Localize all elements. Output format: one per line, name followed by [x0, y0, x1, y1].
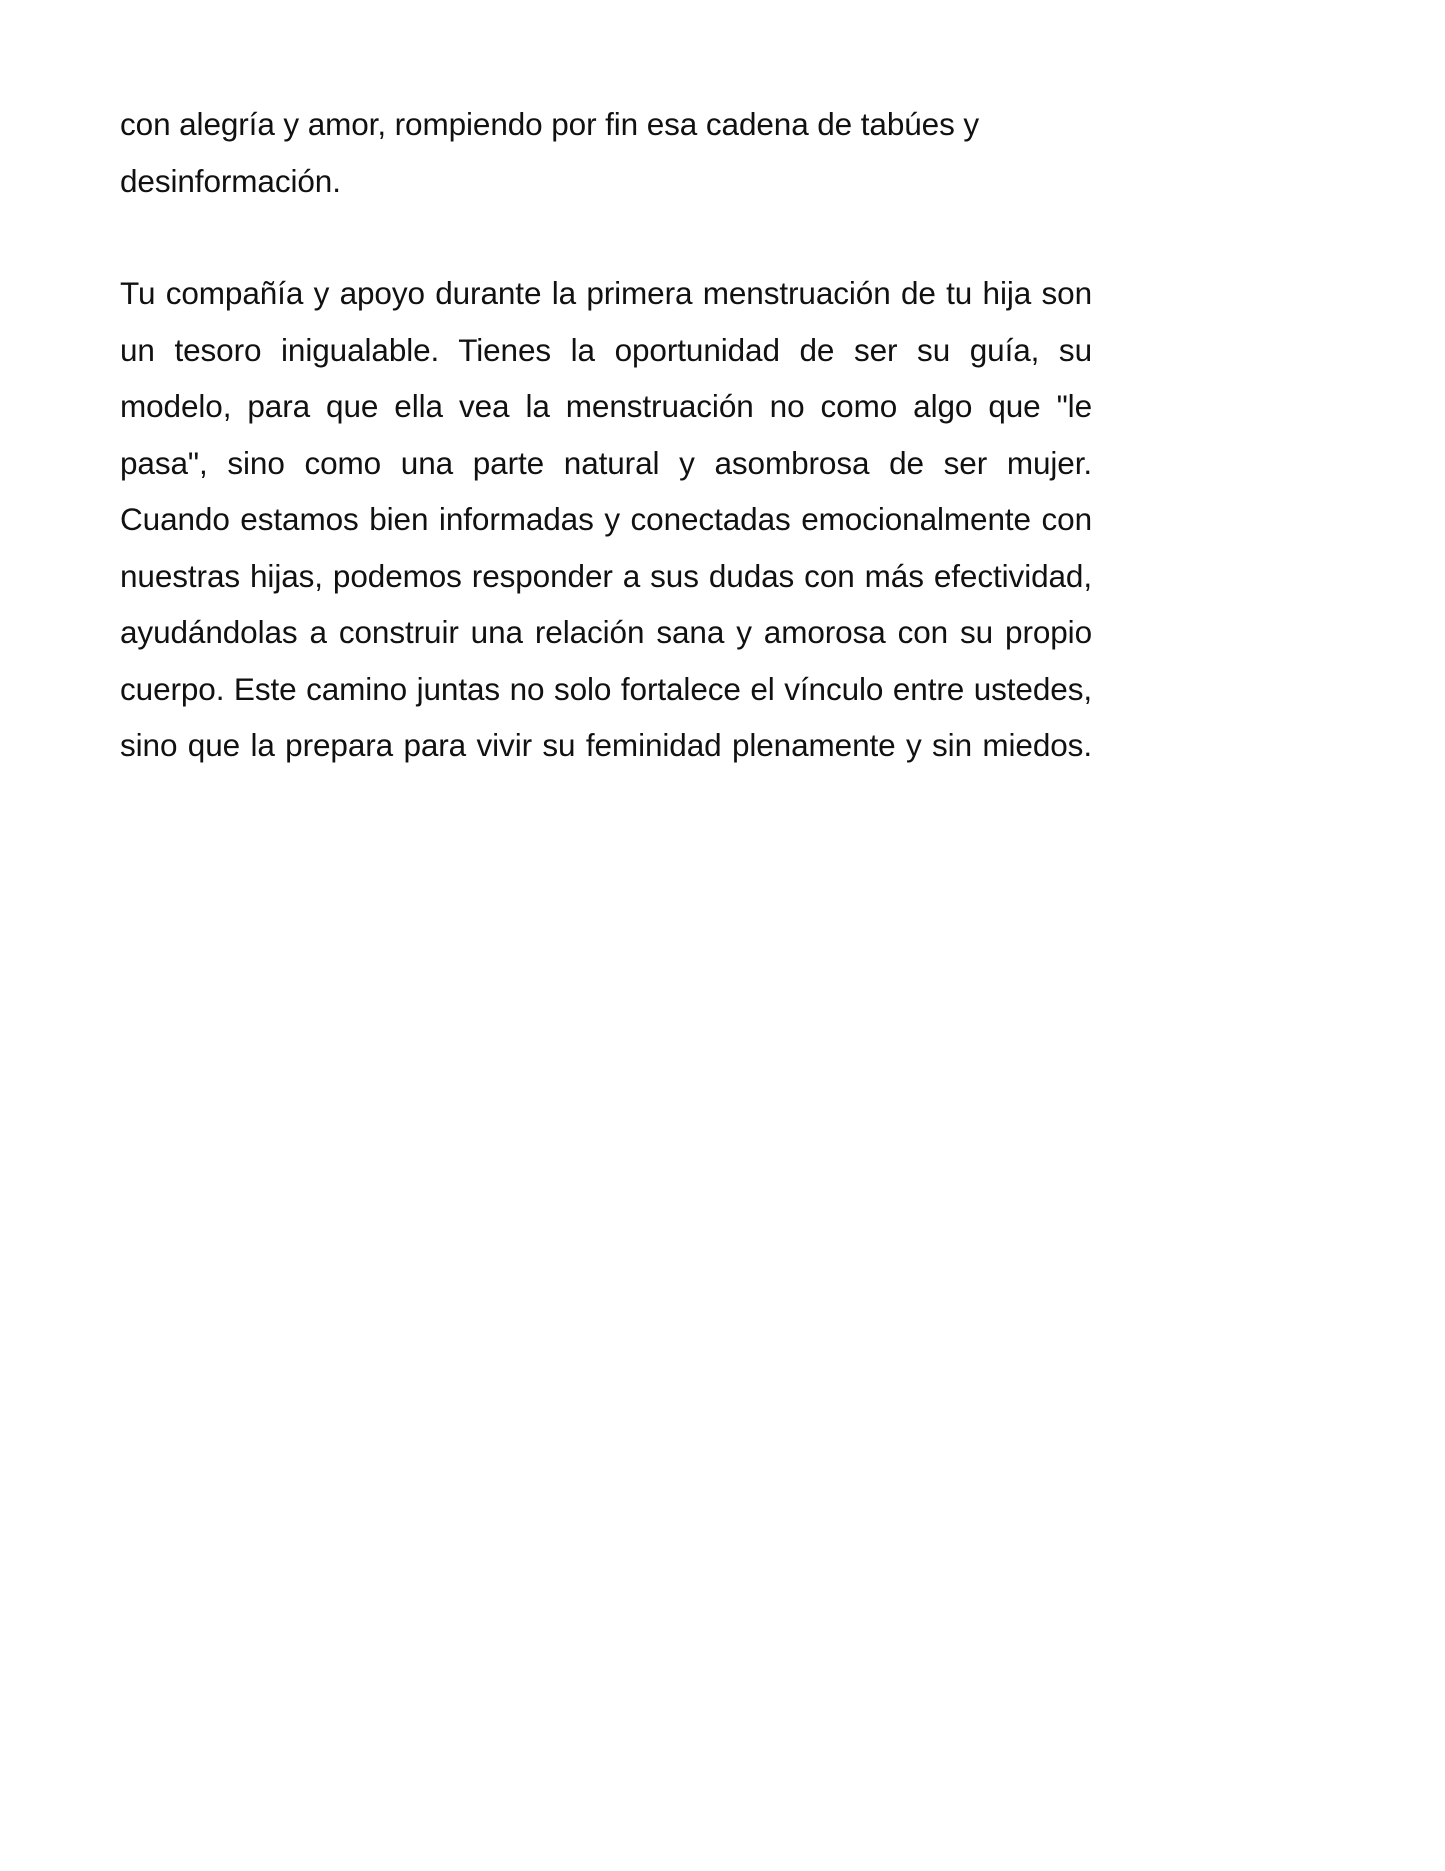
- document-text-body: [120, 96, 1092, 830]
- paragraph-body: Tu compañía y apoyo durante la primera menstruación de tu hija son un tesoro inigualable. Tienes la oportunidad de ser su guía, su modelo, para que ella vea la menstruación no como algo que "le pasa", sino como una parte natural y asombrosa de ser mujer. Cuando estamos bien informadas y conectadas emocionalmente con nuestras hijas, podemos responder a sus dudas con más efectividad, ayudándolas a construir una relación sana y amorosa con su propio cuerpo. Este camino juntas no solo fortalece el vínculo entre ustedes, sino que la prepara para vivir su feminidad plenamente y sin miedos.: [120, 275, 1092, 763]
- paragraph-continuation: con alegría y amor, rompiendo por fin esa cadena de tabúes y desinformación.: [120, 106, 980, 199]
